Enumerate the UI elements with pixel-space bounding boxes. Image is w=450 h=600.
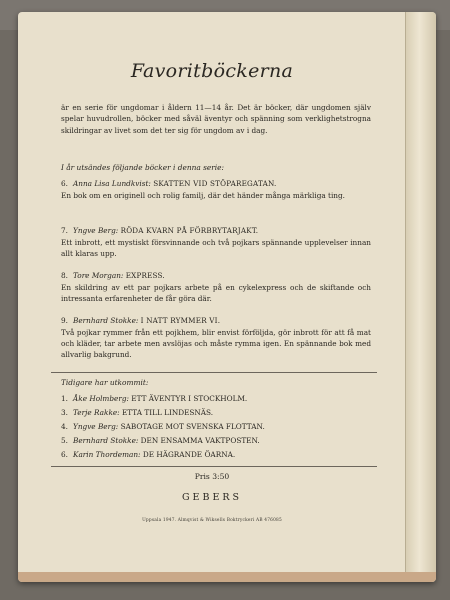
book-entry xyxy=(61,270,371,304)
book-author: Terje Rakke: xyxy=(73,408,120,417)
series-title: Favoritböckerna xyxy=(130,60,294,82)
book-entry xyxy=(61,178,371,201)
book-title: SABOTAGE MOT SVENSKA FLOTTAN. xyxy=(120,422,265,431)
book-description: Två pojkar rymmer från ett pojkhem, blir envist förföljda, gör inbrott för att få mat och kläder, tar arbete men avslöjas och måste rymma igen. En spännande bok med allvarlig bakgrund. xyxy=(61,328,371,360)
book-number: 7. xyxy=(61,226,68,235)
book-description: En bok om en originell och rolig familj, där det händer många märkliga ting. xyxy=(61,191,345,200)
printer-imprint: Uppsala 1947. Almqvist & Wiksells Boktryckeri AB 476085 xyxy=(142,518,282,523)
book-spine xyxy=(405,12,436,582)
book-description: En skildring av ett par pojkars arbete på en cykelexpress och de skiftande och intressanta erfarenheter de får göra där. xyxy=(61,283,371,304)
book-author: Bernhard Stokke: xyxy=(73,436,139,445)
book-entry xyxy=(61,315,371,361)
book-title: DE HÄGRANDE ÖARNA. xyxy=(142,450,236,459)
page-edge xyxy=(18,572,436,582)
previous-book-entry xyxy=(61,434,361,448)
book-author: Anna Lisa Lundkvist: xyxy=(73,179,151,188)
previous-book-entry xyxy=(61,448,361,462)
previous-book-entry xyxy=(61,406,361,420)
book-title: EXPRESS. xyxy=(125,271,165,280)
book-author: Yngve Berg: xyxy=(73,226,119,235)
book-title: ETT ÄVENTYR I STOCKHOLM. xyxy=(131,394,248,403)
divider xyxy=(51,466,377,467)
book-number: 9. xyxy=(61,316,68,325)
publisher-name: GEBERS xyxy=(181,492,243,503)
book-author: Karin Thordeman: xyxy=(73,450,141,459)
book-number: 6. xyxy=(61,450,68,459)
previous-book-entry xyxy=(61,420,361,434)
book-entry xyxy=(61,225,371,259)
book-title: ETTA TILL LINDESNÄS. xyxy=(121,408,214,417)
book-number: 8. xyxy=(61,271,68,280)
book-author: Åke Holmberg: xyxy=(73,394,129,403)
cover-text-area xyxy=(36,30,388,564)
current-books-heading: I år utsändes följande böcker i denna serie: xyxy=(61,163,225,172)
book-title: DEN ENSAMMA VAKTPOSTEN. xyxy=(140,436,260,445)
book-author: Bernhard Stokke: xyxy=(73,316,139,325)
book-title: RÖDA KVARN PÅ FÖRBRYTARJAKT. xyxy=(120,226,259,235)
previous-book-entry xyxy=(61,392,361,406)
book-title: I NATT RYMMER VI. xyxy=(140,316,221,325)
book-number: 3. xyxy=(61,408,68,417)
book-author: Yngve Berg: xyxy=(73,422,119,431)
series-intro: är en serie för ungdomar i åldern 11—14 år. Det är böcker, där ungdomen själv spelar huvudrollen, böcker med såväl äventyr och spänning som verklighetstrogna skildringar av livet som det ter sig för ungdom av i dag. xyxy=(61,103,371,135)
book-description: Ett inbrott, ett mystiskt försvinnande och två pojkars spännande upplevelser innan allt klaras upp. xyxy=(61,238,371,259)
book-author: Tore Morgan: xyxy=(73,271,124,280)
book-number: 4. xyxy=(61,422,68,431)
price-label: Pris 3:50 xyxy=(194,472,230,481)
book-title: SKATTEN VID STÖPAREGATAN. xyxy=(153,179,277,188)
book-number: 5. xyxy=(61,436,68,445)
book-number: 1. xyxy=(61,394,68,403)
book-number: 6. xyxy=(61,179,68,188)
previous-books-heading: Tidigare har utkommit: xyxy=(61,378,149,387)
divider xyxy=(51,372,377,373)
